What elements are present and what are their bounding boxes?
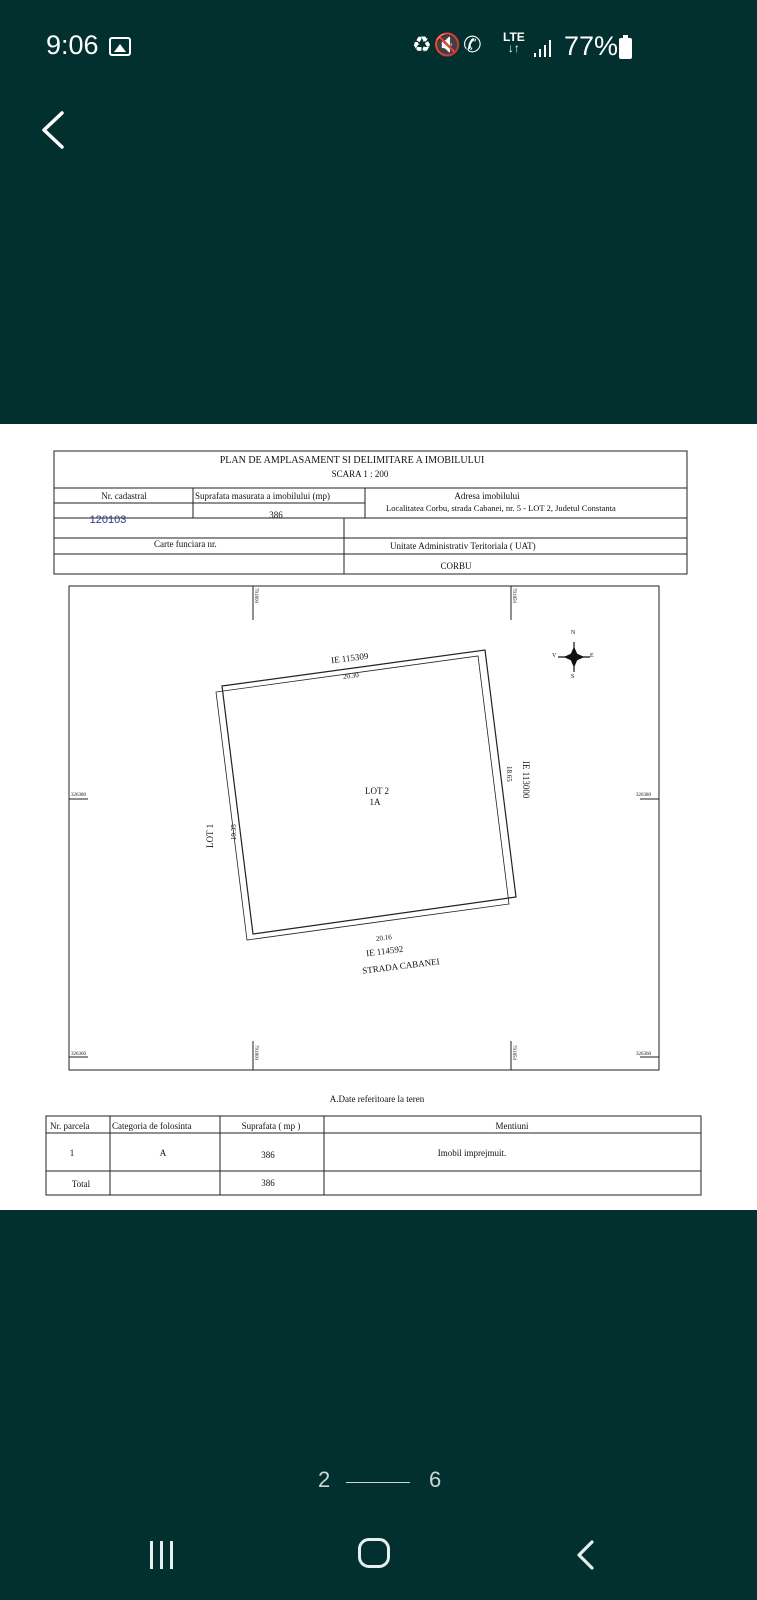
dim-bottom: 20.16 [375, 933, 393, 943]
document-lines [0, 424, 757, 1210]
clock: 9:06 [46, 30, 99, 60]
south-neighbor-label: IE 114592 [365, 943, 404, 959]
signal-icon [532, 37, 556, 59]
street-label: STRADA CABANEI [361, 956, 441, 976]
grid-coord: 791800 [253, 1045, 258, 1060]
table-header: Suprafata ( mp ) [241, 1121, 301, 1131]
grid-coord: 326380 [71, 793, 86, 798]
table-header: Mentiuni [495, 1121, 529, 1131]
compass-e: E [590, 653, 594, 659]
uat-label: Unitate Administrativ Teritoriala ( UAT) [390, 541, 536, 551]
suprafata-label: Suprafata masurata a imobilului (mp) [195, 491, 330, 501]
dim-top: 20.30 [342, 671, 360, 681]
compass-icon [558, 642, 590, 672]
table-cell: Total [71, 1179, 91, 1189]
battery-percent: 77% [564, 31, 619, 61]
grid-coord: 326380 [636, 793, 651, 798]
compass-v: V [552, 653, 557, 659]
nav-back-button[interactable] [575, 1538, 597, 1572]
table-cell: 386 [261, 1178, 275, 1188]
dim-right: 18.65 [505, 766, 513, 782]
table-cell: Imobil imprejmuit. [437, 1148, 507, 1158]
compass-s: S [571, 674, 575, 680]
nr-cadastral-value: 120103 [89, 514, 127, 526]
page-current: 2 [318, 1467, 331, 1492]
home-button[interactable] [358, 1538, 390, 1568]
table-header: Categoria de folosinta [112, 1121, 192, 1131]
north-neighbor-label: IE 115309 [330, 650, 369, 666]
recycle-icon: ♻ [412, 32, 434, 57]
table-cell: 386 [261, 1150, 275, 1160]
table-cell: 1 [69, 1148, 75, 1158]
uat-value: CORBU [440, 561, 472, 571]
parcel-sub-label: 1A [369, 797, 381, 807]
page-separator [346, 1482, 410, 1483]
document-scale: SCARA 1 : 200 [331, 469, 389, 479]
dim-left: 19.35 [230, 824, 238, 840]
compass-n: N [571, 630, 576, 636]
status-bar [0, 0, 757, 96]
recent-apps-button[interactable] [150, 1541, 176, 1569]
battery-icon [619, 38, 632, 59]
adresa-label: Adresa imobilului [454, 491, 520, 501]
grid-coord: 791800 [253, 588, 258, 603]
status-icons [412, 32, 484, 58]
network-type: LTE ↓↑ [503, 30, 525, 55]
back-arrow-icon[interactable] [38, 110, 74, 150]
page-total: 6 [429, 1467, 442, 1492]
mute-icon: 🔇 [433, 32, 464, 57]
document-image[interactable] [0, 424, 757, 1210]
gallery-icon [109, 37, 131, 56]
grid-coord: 791850 [511, 588, 516, 603]
grid-coord: 326360 [636, 1052, 651, 1057]
section-title: A.Date referitoare la teren [329, 1094, 425, 1104]
west-neighbor-label: LOT 1 [205, 823, 215, 848]
parcel-label: LOT 2 [364, 786, 390, 796]
adresa-value: Localitatea Corbu, strada Cabanei, nr. 5 - LOT 2, Judetul Constanta [386, 503, 616, 513]
grid-coord: 326360 [71, 1052, 86, 1057]
call-icon: ✆ [463, 32, 484, 57]
suprafata-value: 386 [269, 510, 283, 520]
nr-cadastral-label: Nr. cadastral [101, 491, 147, 501]
carte-funciara-label: Carte funciara nr. [154, 539, 217, 549]
east-neighbor-label: IE 113000 [521, 761, 531, 799]
grid-coord: 791850 [511, 1045, 516, 1060]
table-header: Nr. parcela [50, 1121, 90, 1131]
document-title: PLAN DE AMPLASAMENT SI DELIMITARE A IMOBILULUI [219, 455, 485, 466]
table-cell: A [159, 1148, 167, 1158]
